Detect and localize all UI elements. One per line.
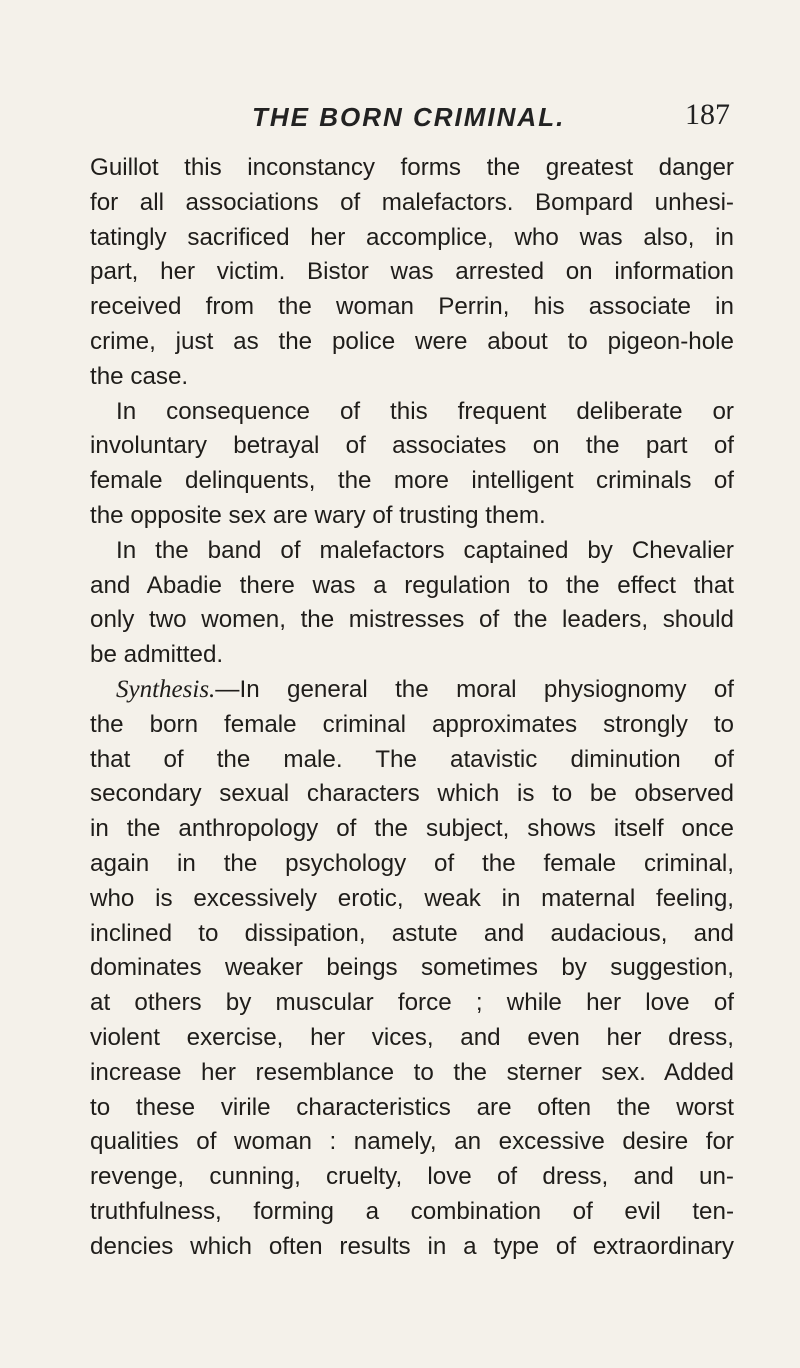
- synthesis-heading: Synthesis.: [116, 675, 216, 703]
- text-line: tatingly sacrificed her accomplice, who was also, in: [90, 223, 734, 251]
- text-line: increase her resemblance to the sterner sex. Added: [90, 1058, 734, 1086]
- text-line: involuntary betrayal of associates on the part of: [90, 432, 734, 460]
- text-line: in the anthropology of the subject, shows itself once: [90, 815, 734, 843]
- running-head: [90, 98, 730, 138]
- text-line: again in the psychology of the female criminal,: [90, 849, 734, 877]
- text-line: and Abadie there was a regulation to the effect that: [90, 571, 734, 599]
- text-line: dominates weaker beings sometimes by suggestion,: [90, 954, 734, 982]
- text-line: violent exercise, her vices, and even her dress,: [90, 1023, 734, 1051]
- text-line: for all associations of malefactors. Bompard unhesi-: [90, 188, 734, 216]
- text-line: qualities of woman : namely, an excessive desire for: [90, 1128, 734, 1156]
- text-line: to these virile characteristics are often the worst: [90, 1093, 734, 1121]
- text-line: that of the male. The atavistic diminution of: [90, 745, 734, 773]
- text-line: secondary sexual characters which is to be observed: [90, 780, 734, 808]
- text-line: revenge, cunning, cruelty, love of dress, and un-: [90, 1163, 734, 1191]
- text-line: dencies which often results in a type of extraordinary: [90, 1232, 734, 1260]
- text-line: the case.: [90, 362, 189, 390]
- running-title: THE BORN CRIMINAL.: [252, 102, 566, 132]
- text-line: part, her victim. Bistor was arrested on information: [90, 258, 734, 286]
- text-line: only two women, the mistresses of the leaders, should: [90, 606, 734, 634]
- synthesis-line: [90, 673, 734, 708]
- text-line: at others by muscular force ; while her love of: [90, 989, 734, 1017]
- text-line: In the band of malefactors captained by Chevalier: [116, 536, 734, 564]
- text-line: crime, just as the police were about to pigeon-hole: [90, 327, 734, 355]
- page-number: 187: [685, 98, 730, 131]
- text-line: the opposite sex are wary of trusting them.: [90, 501, 546, 529]
- text-line: received from the woman Perrin, his associate in: [90, 293, 734, 321]
- body-text: [90, 151, 734, 1265]
- text-line: the born female criminal approximates strongly to: [90, 710, 734, 738]
- text-line: Guillot this inconstancy forms the greatest danger: [90, 154, 734, 181]
- text-line: who is excessively erotic, weak in maternal feeling,: [90, 884, 734, 912]
- text-line: truthfulness, forming a combination of evil ten-: [90, 1197, 734, 1225]
- text-line: inclined to dissipation, astute and audacious, and: [90, 919, 734, 947]
- text-line: In consequence of this frequent deliberate or: [116, 397, 734, 425]
- text-line: female delinquents, the more intelligent criminals of: [90, 467, 734, 495]
- synthesis-line-rest: —In general the moral physiognomy of: [215, 675, 734, 703]
- text-line: be admitted.: [90, 641, 224, 669]
